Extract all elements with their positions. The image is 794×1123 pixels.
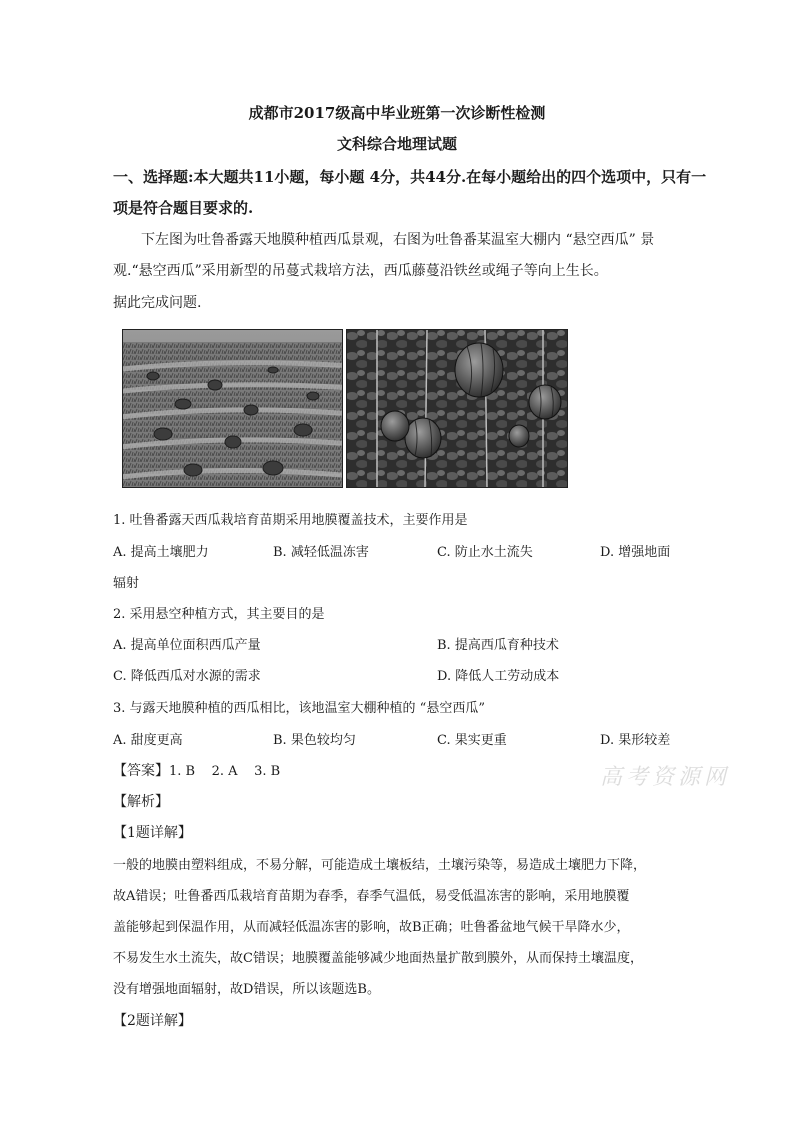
- question-2-stem: 2. 采用悬空种植方式，其主要目的是: [113, 607, 325, 622]
- analysis-label: 【解析】: [113, 794, 169, 810]
- question-1-option-a: A. 提高土壤肥力: [113, 545, 209, 560]
- q2-detail-label: 【2题详解】: [113, 1013, 192, 1029]
- q1-detail-line: 不易发生水土流失，故C错误；地膜覆盖能够减少地面热量扩散到膜外，从而保持土壤温度，: [113, 951, 643, 966]
- answer-value: 1. B 2. A 3. B: [169, 764, 281, 779]
- watermark: 高考资源网: [600, 765, 731, 790]
- question-1-option-d-continued: 辐射: [113, 576, 140, 591]
- q1-detail-line: 盖能够起到保温作用，从而减轻低温冻害的影响，故B正确；吐鲁番盆地气候干旱降水少，: [113, 920, 630, 935]
- q1-detail-label: 【1题详解】: [113, 825, 192, 841]
- question-1-option-d: D. 增强地面: [600, 545, 671, 560]
- question-2-option-b: B. 提高西瓜育种技术: [437, 638, 559, 653]
- field-watermelon-photo: [122, 329, 343, 488]
- question-3-option-b: B. 果色较均匀: [273, 733, 356, 748]
- question-3-stem: 3. 与露天地膜种植的西瓜相比，该地温室大棚种植的 “悬空西瓜”: [113, 701, 485, 716]
- q1-detail-line: 故A错误；吐鲁番西瓜栽培育苗期为春季，春季气温低，易受低温冻害的影响，采用地膜覆: [113, 889, 630, 904]
- section-heading-line1: 一、选择题:本大题共11小题，每小题 4分，共44分.在每小题给出的四个选项中，只有一: [113, 168, 707, 186]
- section-heading-line2: 项是符合题目要求的.: [113, 199, 254, 217]
- question-1-stem: 1. 吐鲁番露天西瓜栽培育苗期采用地膜覆盖技术，主要作用是: [113, 513, 468, 528]
- intro-line2: 观.“悬空西瓜”采用新型的吊蔓式栽培方法，西瓜藤蔓沿铁丝或绳子等向上生长。: [113, 263, 608, 279]
- question-1-option-c: C. 防止水土流失: [437, 545, 533, 560]
- answer-line: [113, 760, 280, 780]
- question-3-option-a: A. 甜度更高: [113, 733, 183, 748]
- answer-label: 【答案】: [113, 763, 169, 779]
- question-2-option-d: D. 降低人工劳动成本: [437, 669, 560, 684]
- question-3-option-c: C. 果实更重: [437, 733, 507, 748]
- intro-line1: 下左图为吐鲁番露天地膜种植西瓜景观，右图为吐鲁番某温室大棚内 “悬空西瓜” 景: [141, 232, 655, 248]
- hanging-watermelon-photo: [346, 329, 568, 488]
- q1-detail-line: 没有增强地面辐射，故D错误，所以该题选B。: [113, 982, 380, 997]
- q1-detail-line: 一般的地膜由塑料组成，不易分解，可能造成土壤板结，土壤污染等，易造成土壤肥力下降，: [113, 858, 647, 873]
- question-3-option-d: D. 果形较差: [600, 733, 671, 748]
- document-title: 成都市2017级高中毕业班第一次诊断性检测: [248, 104, 546, 122]
- question-1-option-b: B. 减轻低温冻害: [273, 545, 369, 560]
- question-2-option-c: C. 降低西瓜对水源的需求: [113, 669, 261, 684]
- intro-line3: 据此完成问题.: [113, 295, 202, 311]
- question-2-option-a: A. 提高单位面积西瓜产量: [113, 638, 261, 653]
- document-subtitle: 文科综合地理试题: [336, 135, 457, 153]
